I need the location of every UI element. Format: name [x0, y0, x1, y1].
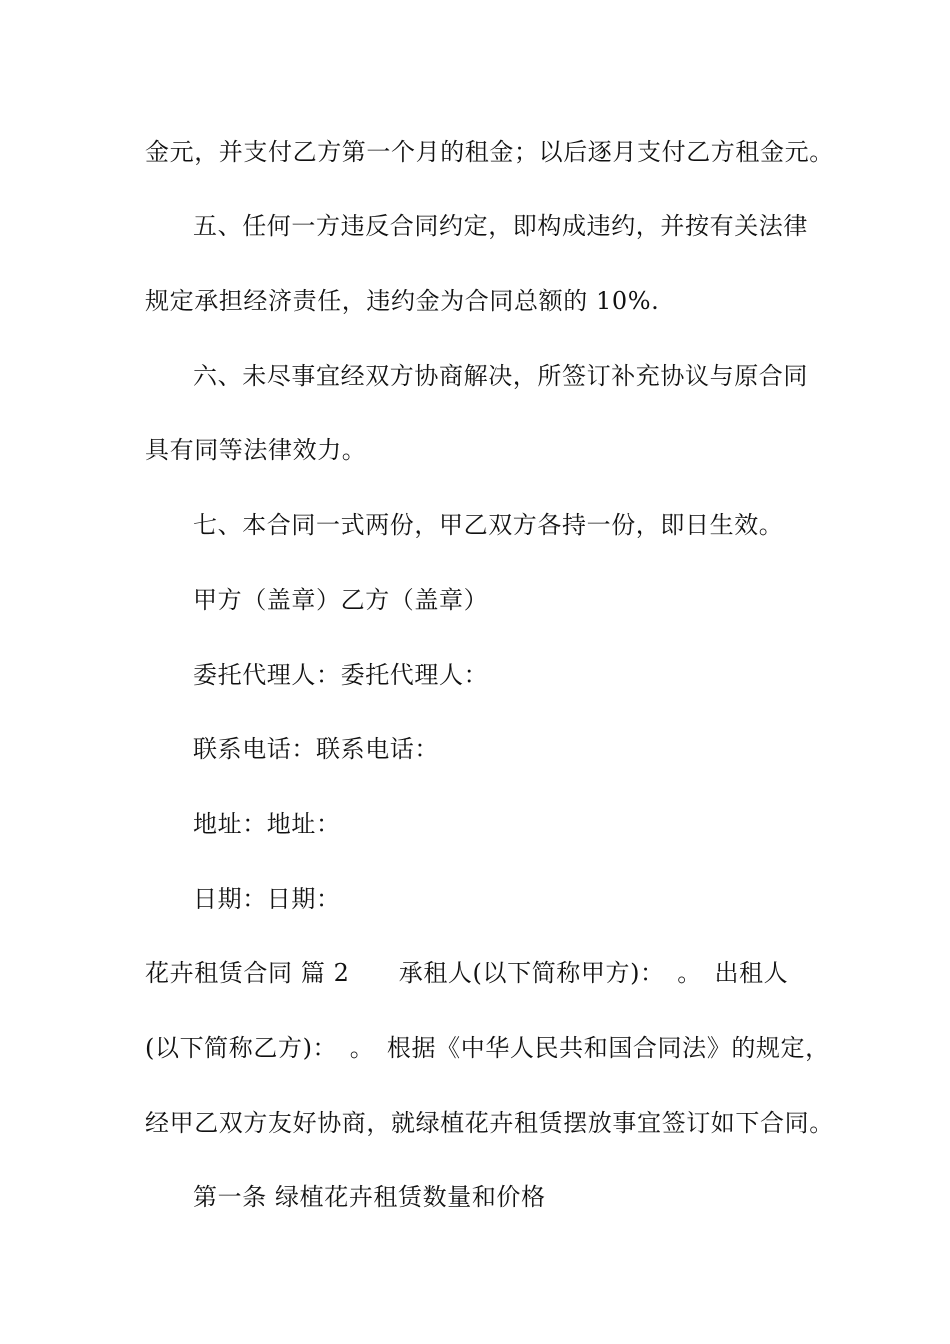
- phone-line: 联系电话：联系电话：: [193, 735, 439, 763]
- signature-party-line: 甲方（盖章）乙方（盖章）: [193, 586, 489, 614]
- paragraph-line: 五、任何一方违反合同约定，即构成违约，并按有关法律: [193, 212, 808, 240]
- paragraph-line: 六、未尽事宜经双方协商解决，所签订补充协议与原合同: [193, 362, 808, 390]
- paragraph-line: 金元，并支付乙方第一个月的租金；以后逐月支付乙方租金元。: [145, 138, 834, 166]
- paragraph-line: (以下简称乙方)： 。 根据《中华人民共和国合同法》的规定，: [145, 1034, 830, 1062]
- contract-heading-line: 花卉租赁合同 篇 2 承租人(以下简称甲方)： 。 出租人: [145, 959, 789, 987]
- address-line: 地址：地址：: [193, 810, 341, 838]
- paragraph-line: 七、本合同一式两份，甲乙双方各持一份，即日生效。: [193, 511, 784, 539]
- section-heading: 第一条 绿植花卉租赁数量和价格: [193, 1183, 546, 1211]
- date-line: 日期：日期：: [193, 885, 341, 913]
- paragraph-line: 经甲乙双方友好协商，就绿植花卉租赁摆放事宜签订如下合同。: [145, 1109, 834, 1137]
- paragraph-line: 规定承担经济责任，违约金为合同总额的 10%.: [145, 287, 660, 315]
- agent-line: 委托代理人：委托代理人：: [193, 661, 489, 689]
- paragraph-line: 具有同等法律效力。: [145, 436, 367, 464]
